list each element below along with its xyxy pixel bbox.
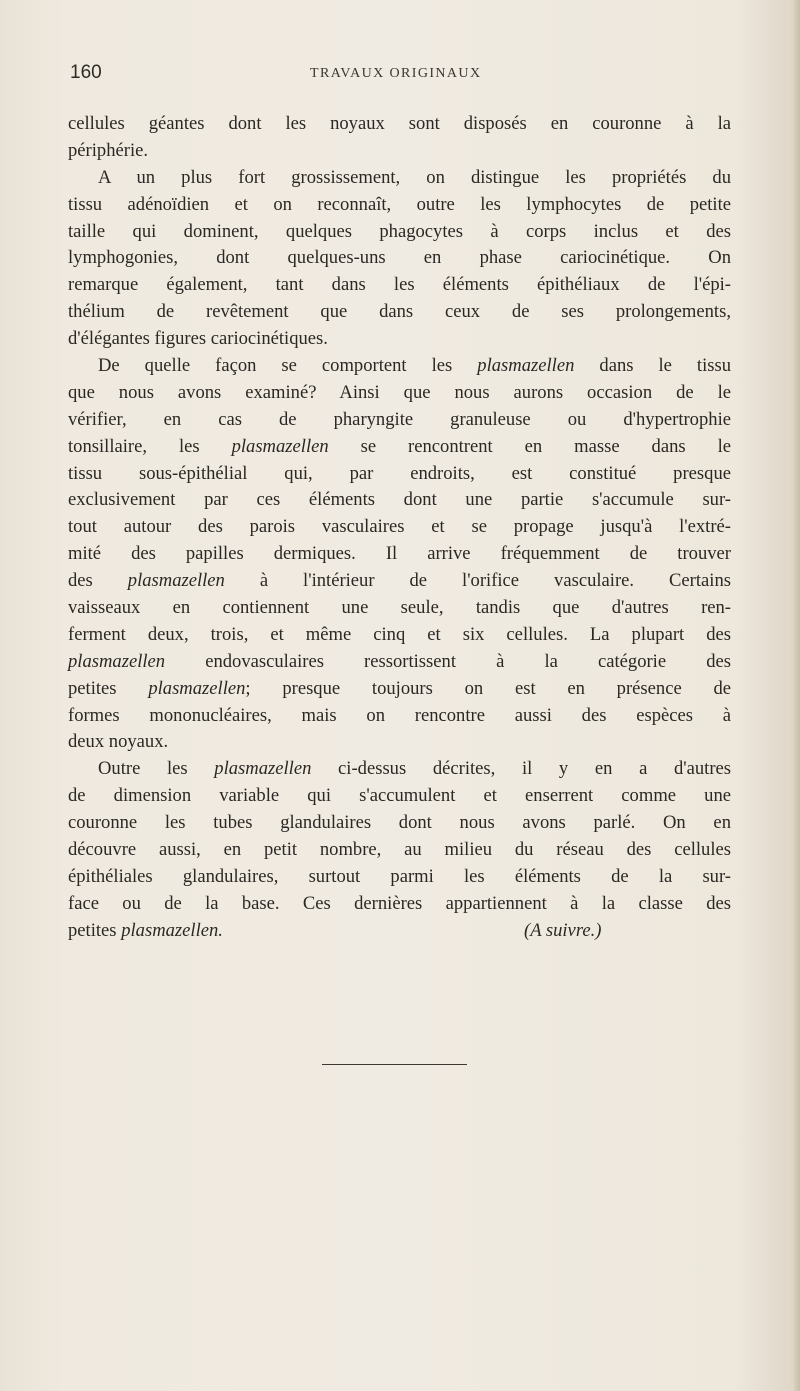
text-line: que nous avons examiné? Ainsi que nous aurons occasion de le <box>68 381 731 403</box>
text-segment: se rencontrent en masse dans le <box>360 435 731 457</box>
text-line: d'élégantes figures cariocinétiques. <box>68 328 328 350</box>
text-line: face ou de la base. Ces dernières appartiennent à la classe des <box>68 892 731 914</box>
text-segment: Outre les <box>98 758 188 780</box>
text-line: ferment deux, trois, et même cinq et six cellules. La plupart des <box>68 623 731 645</box>
text-line: cellules géantes dont les noyaux sont disposés en couronne à la <box>68 113 731 134</box>
text-line: formes mononucléaires, mais on rencontre aussi des espèces à <box>68 704 731 726</box>
text-segment: petites <box>68 919 117 941</box>
text-line <box>68 676 731 703</box>
text-line: épithéliales glandulaires, surtout parmi les éléments de la sur- <box>68 865 731 887</box>
italic-term: plasmazellen <box>477 355 575 377</box>
text-line: couronne les tubes glandulaires dont nous avons parlé. On en <box>68 812 731 834</box>
text-line <box>68 568 731 595</box>
text-line: remarque également, tant dans les éléments épithéliaux de l'épi- <box>68 274 731 296</box>
text-line: exclusivement par ces éléments dont une partie s'accumule sur- <box>68 489 731 511</box>
paragraph-start-line: A un plus fort grossissement, on distingue les propriétés du <box>98 166 731 188</box>
text-line <box>68 434 731 461</box>
text-line <box>68 649 731 676</box>
paragraph-start-line <box>68 353 731 380</box>
italic-term: plasmazellen <box>231 435 329 457</box>
end-rule <box>322 1064 467 1065</box>
text-line: tissu adénoïdien et on reconnaît, outre les lymphocytes de petite <box>68 193 731 215</box>
text-segment: dans le tissu <box>599 355 732 377</box>
text-segment: ci-dessus décrites, il y en a d'autres <box>338 758 732 780</box>
text-segment: petites <box>68 677 117 699</box>
text-line: périphérie. <box>68 139 149 161</box>
a-suivre-note: (A suivre.) <box>524 919 602 941</box>
page-header <box>70 62 730 90</box>
italic-term: plasmazellen <box>127 570 225 592</box>
italic-term: plasmazellen. <box>121 919 223 941</box>
text-line: lymphogonies, dont quelques-uns en phase cariocinétique. On <box>68 247 731 269</box>
text-segment: De quelle façon se comportent les <box>98 355 453 377</box>
italic-term: plasmazellen <box>68 650 166 672</box>
italic-term: plasmazellen <box>214 758 312 780</box>
running-head: TRAVAUX ORIGINAUX <box>310 66 482 81</box>
text-line: de dimension variable qui s'accumulent et enserrent comme une <box>68 785 731 807</box>
text-segment: endovasculaires ressortissent à la catégorie des <box>205 650 731 672</box>
paragraph-start-line <box>68 756 731 783</box>
text-segment: tonsillaire, les <box>68 435 200 457</box>
text-line: mité des papilles dermiques. Il arrive fréquemment de trouver <box>68 543 731 565</box>
text-line: tissu sous-épithélial qui, par endroits, est constitué presque <box>68 462 731 484</box>
text-segment: des <box>68 570 93 592</box>
text-line: thélium de revêtement que dans ceux de ses prolongements, <box>68 301 731 323</box>
text-segment: ; presque toujours on est en présence de <box>245 677 732 699</box>
text-line: tout autour des parois vasculaires et se propage jusqu'à l'extré- <box>68 516 731 538</box>
text-line: taille qui dominent, quelques phagocytes à corps inclus et des <box>68 220 731 242</box>
text-segment: à l'intérieur de l'orifice vasculaire. Certains <box>259 570 731 592</box>
page-number: 160 <box>70 62 102 83</box>
text-line: vérifier, en cas de pharyngite granuleuse ou d'hypertrophie <box>68 408 731 430</box>
body-text <box>68 111 731 945</box>
italic-term: plasmazellen <box>148 677 246 699</box>
text-line: découvre aussi, en petit nombre, au milieu du réseau des cellules <box>68 839 731 861</box>
text-line: vaisseaux en contiennent une seule, tandis que d'autres ren- <box>68 597 731 619</box>
text-line: deux noyaux. <box>68 731 169 753</box>
page-edge-shadow <box>794 0 800 1391</box>
text-line <box>68 918 731 945</box>
